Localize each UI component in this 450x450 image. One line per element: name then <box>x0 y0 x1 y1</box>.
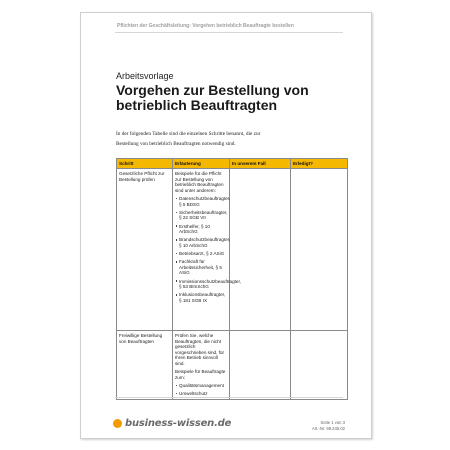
running-header: Pflichten der Geschäftsleitung: Vorgehen betrieblich Beauftragte bestellen <box>117 23 294 29</box>
list-item: Fachkraft für Arbeitssicherheit, § 5 ASiG <box>175 259 227 276</box>
table-header-row <box>117 159 348 169</box>
page-number: Seite 1 von 3 <box>320 420 345 425</box>
step-cell <box>117 169 173 331</box>
explanation-cell <box>173 331 230 400</box>
column-header-done: Erledigt? <box>291 159 348 169</box>
explanation-text: Prüfen Sie, welche Beauftragten, die nicht gesetzlich vorgeschrieben sind, für Ihren Betrieb sinnvoll sind. <box>175 333 225 366</box>
brand-logo <box>113 418 231 429</box>
step-text: Gesetzliche Pflicht zur Bestellung prüfen <box>119 171 165 182</box>
explanation-text: Beispiele für die Pflicht zur Bestellung von betrieblich Beauftragten sind unter anderem: <box>175 171 224 193</box>
footer-divider <box>115 397 343 398</box>
bullet-list <box>175 383 227 397</box>
list-item: Inklusionsbeauftragter, § 181 SGB IX <box>175 292 227 303</box>
list-item: Brandschutzbeauftragter, § 10 ArbSchG <box>175 237 227 248</box>
list-item: Ersthelfer, § 10 ArbSchG <box>175 224 227 235</box>
logo-text: business-wissen.de <box>125 418 232 429</box>
list-item: Qualitätsmanagement <box>175 383 227 389</box>
column-header-step: Schritt <box>117 159 173 169</box>
list-item: Immissionsschutzbeauftragter, § 53 BImSchG <box>175 279 227 290</box>
intro-line: In der folgenden Tabelle sind die einzelnen Schritte benannt, die zur <box>116 131 261 137</box>
intro-line: Bestellung von betrieblich Beauftragten notwendig sind. <box>116 141 236 147</box>
table-row <box>117 169 348 331</box>
intro-paragraph <box>116 129 346 149</box>
column-header-our-case: In unserem Fall <box>230 159 291 169</box>
our-case-cell[interactable] <box>230 169 291 331</box>
done-cell[interactable] <box>291 331 348 400</box>
document-category: Arbeitsvorlage <box>116 71 174 81</box>
list-item: Sicherheitsbeauftragter, § 22 SGB VII <box>175 210 227 221</box>
document-title: Vorgehen zur Bestellung von betrieblich Beauftragten <box>116 82 309 113</box>
done-cell[interactable] <box>291 169 348 331</box>
header-divider <box>115 32 343 33</box>
our-case-cell[interactable] <box>230 331 291 400</box>
step-text: Freiwillige Bestellung von Beauftragten <box>119 333 163 344</box>
list-item: Umweltschutz <box>175 391 227 397</box>
step-cell <box>117 331 173 400</box>
steps-table <box>116 158 348 400</box>
list-item: Datenschutzbeauftragter, § 5 BDSG <box>175 196 227 207</box>
table-row <box>117 331 348 400</box>
explanation-text: Beispiele für Beauftragte zum: <box>175 368 226 380</box>
document-page <box>80 12 372 439</box>
column-header-explanation: Erläuterung <box>173 159 230 169</box>
bullet-list <box>175 195 242 304</box>
article-number: Art.-Nr. 99.245.02 <box>311 426 345 431</box>
page-meta <box>289 420 345 432</box>
explanation-cell <box>173 169 242 331</box>
list-item: Betriebsarzt, § 2 ASiG <box>175 251 227 257</box>
logo-dot-icon <box>113 419 122 428</box>
